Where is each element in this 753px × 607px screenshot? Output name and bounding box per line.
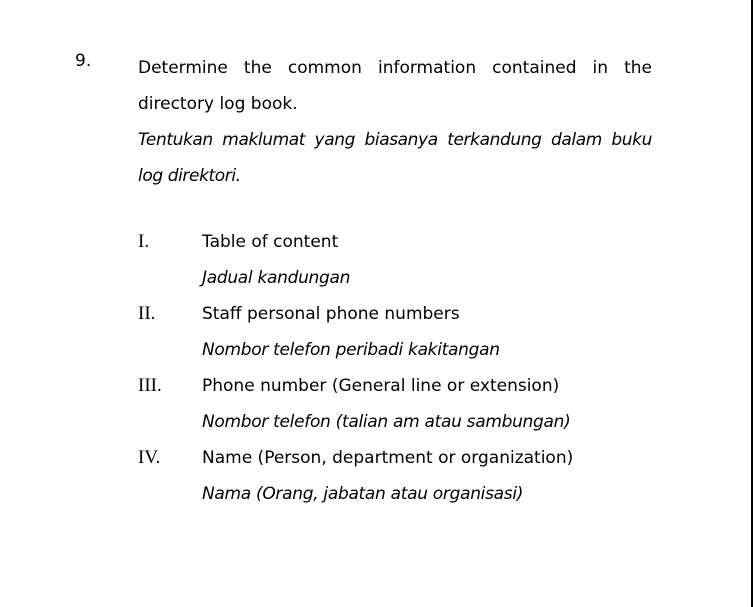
question-ms-line2: log direktori.	[138, 166, 241, 186]
option-ms: Nama (Orang, jabatan atau organisasi)	[202, 484, 524, 504]
option-ms: Nombor telefon peribadi kakitangan	[202, 340, 500, 360]
option-numeral: III.	[138, 375, 162, 396]
option-ms: Jadual kandungan	[202, 268, 351, 288]
question-text	[138, 50, 652, 194]
option-ms: Nombor telefon (talian am atau sambungan)	[202, 412, 571, 432]
question-ms-line1: Tentukan maklumat yang biasanya terkandung dalam buku	[138, 130, 652, 150]
option-numeral: I.	[138, 231, 150, 252]
option-numeral: II.	[138, 303, 156, 324]
option-en: Phone number (General line or extension)	[202, 376, 560, 396]
option-en: Staff personal phone numbers	[202, 304, 460, 324]
question-en-line2: directory log book.	[138, 94, 298, 114]
option-en: Name (Person, department or organization)	[202, 448, 574, 468]
question-en-line1: Determine the common information contained in the	[138, 58, 652, 78]
option-numeral: IV.	[138, 447, 161, 468]
option-en: Table of content	[202, 232, 339, 252]
question-number: 9.	[75, 51, 92, 71]
